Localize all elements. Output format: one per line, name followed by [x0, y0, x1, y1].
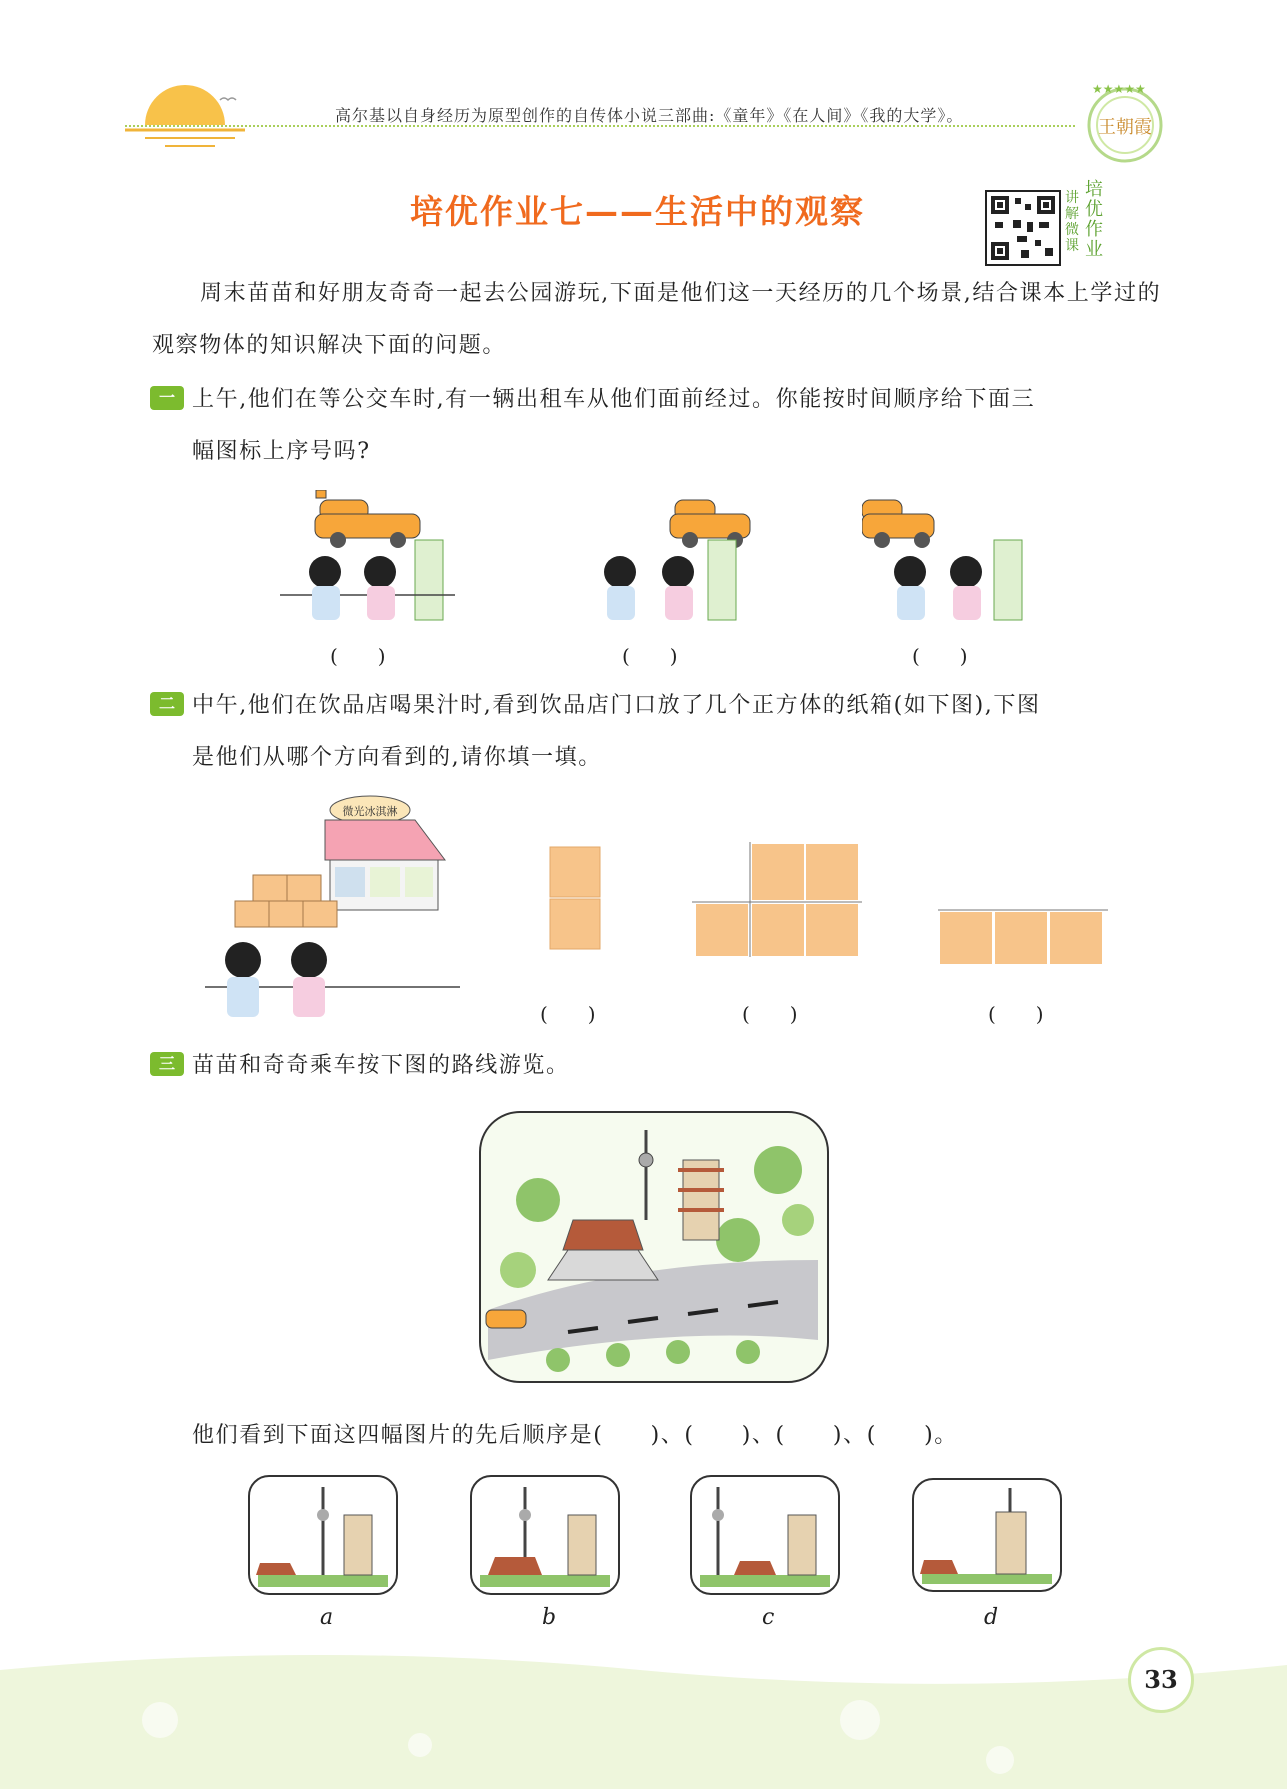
- q2-text-line1: 中午,他们在饮品店喝果汁时,看到饮品店门口放了几个正方体的纸箱(如下图),下图: [192, 693, 1041, 718]
- svg-text:★★★★★: ★★★★★: [1092, 82, 1146, 96]
- q1-text-line2: 幅图标上序号吗?: [192, 439, 371, 464]
- qr-label-micro-lesson: 讲解微课: [1065, 190, 1079, 254]
- q1-scene-2-image: [590, 490, 760, 630]
- sunset-logo: [125, 70, 245, 150]
- page-number: 33: [1128, 1647, 1194, 1713]
- taxi-icon: [315, 490, 420, 548]
- taxi-icon: [486, 1310, 526, 1328]
- brand-logo: [1080, 75, 1170, 165]
- brand-logo-text: 王朝霞: [1098, 117, 1152, 138]
- picture-c: [690, 1475, 840, 1595]
- caption-b: b: [542, 1605, 557, 1630]
- q2-answer-2[interactable]: ( ): [742, 1002, 798, 1026]
- qr-label-homework: 培优作业: [1085, 179, 1103, 260]
- q1-answer-2[interactable]: ( ): [622, 644, 678, 668]
- park-route-map: [478, 1110, 830, 1385]
- picture-b: [470, 1475, 620, 1595]
- q2-view-1-image: [548, 845, 604, 955]
- qr-code-icon[interactable]: [985, 190, 1061, 266]
- q2-answer-1[interactable]: ( ): [540, 1002, 596, 1026]
- caption-c: c: [762, 1605, 775, 1630]
- q2-shop-scene-image: [205, 795, 465, 1025]
- q2-view-3-image: [938, 908, 1108, 968]
- intro-paragraph: 周末苗苗和好朋友奇奇一起去公园游玩,下面是他们这一天经历的几个场景,结合课本上学过的观察物体的知识解决下面的问题。: [152, 281, 1162, 358]
- footer-wave: [0, 1650, 1287, 1789]
- q2-text-line2: 是他们从哪个方向看到的,请你填一填。: [192, 745, 602, 770]
- q2-badge: 二: [150, 692, 184, 716]
- caption-a: a: [320, 1605, 334, 1630]
- q3-order-text: 他们看到下面这四幅图片的先后顺序是( )、( )、( )、( )。: [192, 1423, 958, 1448]
- q3-text: 苗苗和奇奇乘车按下图的路线游览。: [192, 1053, 570, 1078]
- shop-sign: 微光冰淇淋: [342, 805, 398, 818]
- page-title: 培优作业七——生活中的观察: [410, 192, 865, 231]
- q3-badge: 三: [150, 1052, 184, 1076]
- taxi-icon: [862, 500, 934, 548]
- q1-answer-3[interactable]: ( ): [912, 644, 968, 668]
- q2-answer-3[interactable]: ( ): [988, 1002, 1044, 1026]
- q1-scene-1-image: [280, 490, 460, 630]
- header-quote: 高尔基以自身经历为原型创作的自传体小说三部曲:《童年》《在人间》《我的大学》。: [335, 106, 964, 125]
- q1-badge: 一: [150, 386, 184, 410]
- picture-a: [248, 1475, 398, 1595]
- q1-scene-3-image: [862, 490, 1032, 630]
- caption-d: d: [984, 1605, 999, 1630]
- q1-text-line1: 上午,他们在等公交车时,有一辆出租车从他们面前经过。你能按时间顺序给下面三: [192, 387, 1036, 412]
- picture-d: [912, 1478, 1062, 1598]
- q2-view-2-image: [692, 842, 862, 960]
- q1-answer-1[interactable]: ( ): [330, 644, 386, 668]
